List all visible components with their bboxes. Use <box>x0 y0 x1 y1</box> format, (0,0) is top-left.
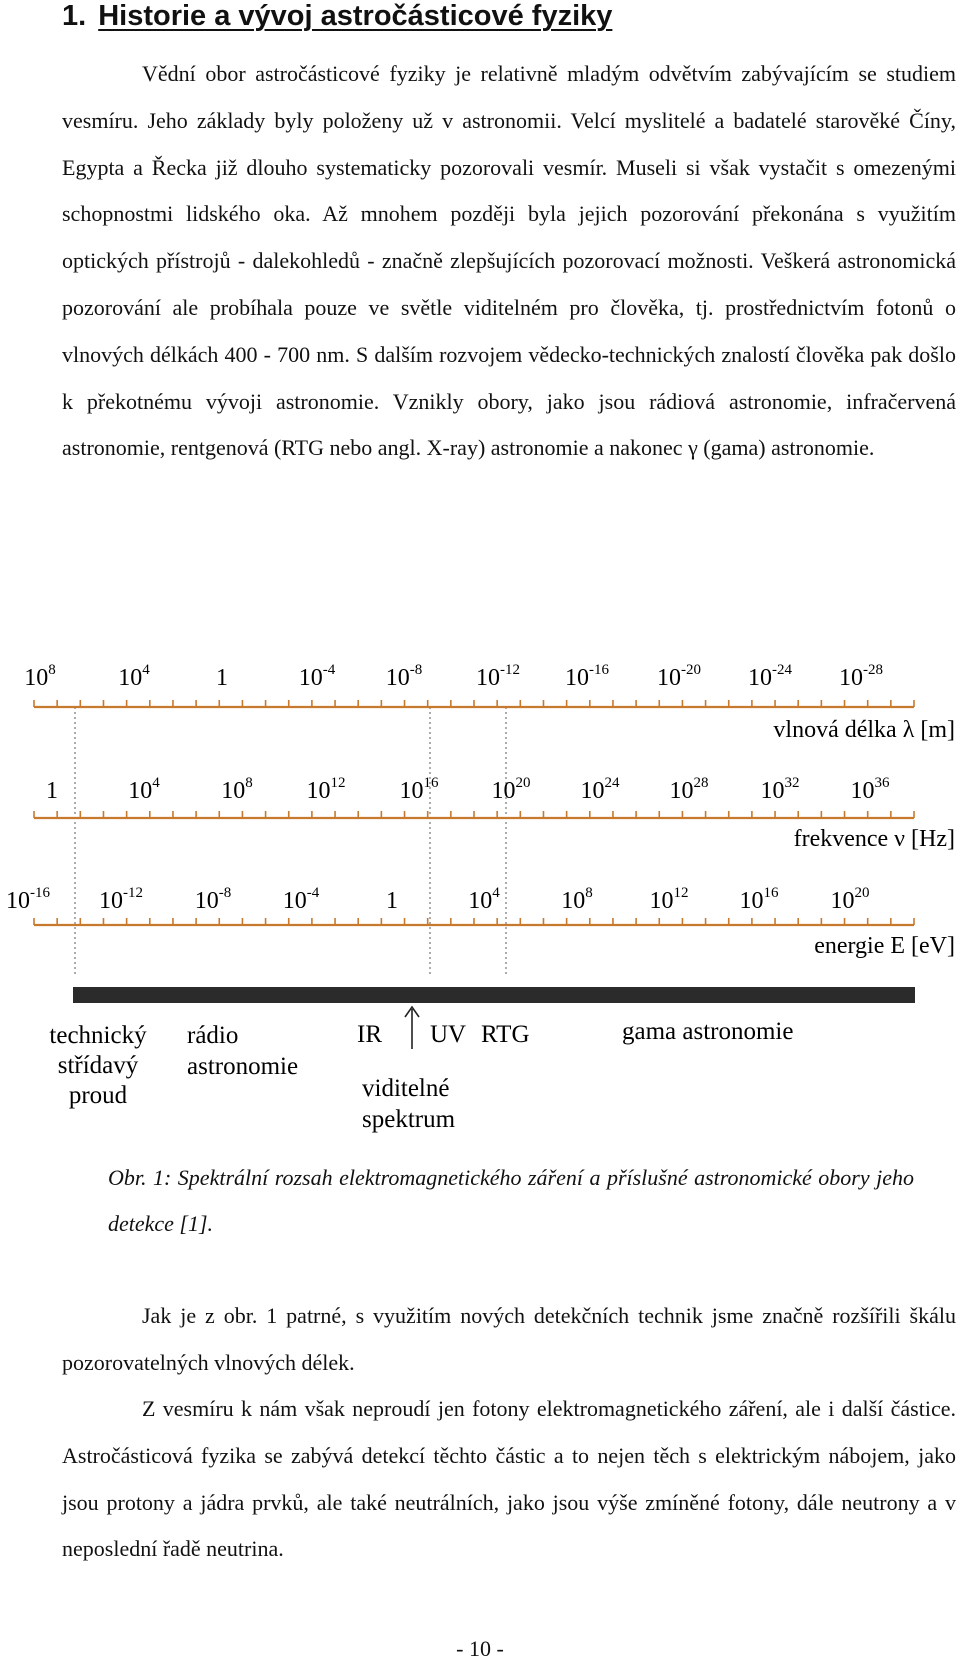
energy-tick-label: $10^{16}$ <box>739 885 779 914</box>
intro-paragraph: Vědní obor astročásticové fyziky je relativně mladým odvětvím zabývajícím se studiem vesmíru. Jeho základy byly položeny už v astronomii. Velcí myslitelé a badatelé starověké Číny, Egypta a Řecka již dlouho systematicky pozorovali vesmír. Museli si však vystačit s omezenými schopnostmi lidského oka. Až mnohem později byla jejich pozorování překonána s využitím optických přístrojů - dalekohledů - značně zlepšujících pozorovací možnosti. Veškerá astronomická pozorování ale probíhala pouze ve světle viditelném pro člověka, tj. prostřednictvím fotonů o vlnových délkách 400 - 700 nm. S dalším rozvojem vědecko-technických znalostí člověka pak došlo k překotnému vývoji astronomie. Vznikly obory, jako jsou rádiová astronomie, infračervená astronomie, rentgenová (RTG nebo angl. X-ray) astronomie a nakonec γ (gama) astronomie. <box>62 61 956 461</box>
frequency-tick-label: 1 <box>46 778 58 804</box>
wavelength-tick-label: $10^4$ <box>118 662 150 691</box>
band-label: střídavý <box>57 1052 139 1079</box>
band-label: IR <box>357 1021 382 1048</box>
energy-axis-title: energie E [eV] <box>814 933 955 959</box>
page-number: - 10 - <box>456 1636 504 1661</box>
energy-tick-label: $10^{12}$ <box>649 885 689 914</box>
band-label: gama astronomie <box>622 1018 794 1045</box>
band-label: UV <box>430 1021 467 1048</box>
frequency-tick-label: $10^{12}$ <box>306 775 346 804</box>
frequency-tick-label: $10^{32}$ <box>760 775 800 804</box>
heading-number: 1. <box>62 0 87 32</box>
energy-tick-label: $10^{-4}$ <box>282 885 320 914</box>
frequency-tick-label: $10^{36}$ <box>850 775 890 804</box>
heading-title: Historie a vývoj astročásticové fyziky <box>98 0 613 32</box>
band-label: rádio <box>187 1022 239 1049</box>
wavelength-axis-title: vlnová délka λ [m] <box>773 717 955 743</box>
energy-tick-label: $10^{-16}$ <box>6 885 50 914</box>
energy-tick-label: $10^{-8}$ <box>194 885 232 914</box>
body-paragraph-2: Jak je z obr. 1 patrné, s využitím nových detekčních technik jsme značně rozšířili škálu pozorovatelných vlnových délek. <box>62 1303 956 1375</box>
band-label: proud <box>68 1082 128 1109</box>
energy-tick-label: 1 <box>386 888 398 914</box>
energy-tick-label: $10^{-12}$ <box>99 885 143 914</box>
frequency-tick-label: $10^{20}$ <box>491 775 531 804</box>
chapter-heading <box>62 0 612 33</box>
wavelength-tick-label: $10^{-8}$ <box>385 662 423 691</box>
body-paragraph-3: Z vesmíru k nám však neproudí jen fotony elektromagnetického záření, ale i další částice. Astročásticová fyzika se zabývá detekcí těchto částic a to nejen těch s elektrickým nábojem, jako jsou protony a jádra prvků, ale také neutrálních, jako jsou výše zmíněné fotony, dále neutrony a v neposlední řadě neutrina. <box>62 1396 956 1562</box>
band-label: spektrum <box>362 1106 456 1133</box>
wavelength-tick-label: 1 <box>216 665 228 691</box>
em-spectrum-figure <box>0 645 960 1133</box>
band-label: astronomie <box>187 1053 299 1080</box>
wavelength-tick-label: $10^{-12}$ <box>476 662 520 691</box>
wavelength-tick-label: $10^{-24}$ <box>748 662 792 691</box>
spectrum-bar <box>73 987 915 1003</box>
frequency-tick-label: $10^{28}$ <box>669 775 709 804</box>
figure-caption: Obr. 1: Spektrální rozsah elektromagnetického záření a příslušné astronomické obory jeho detekce [1]. <box>108 1165 914 1236</box>
energy-tick-label: $10^{20}$ <box>830 885 870 914</box>
energy-tick-label: $10^8$ <box>561 885 593 914</box>
frequency-tick-label: $10^{16}$ <box>399 775 439 804</box>
frequency-tick-label: $10^8$ <box>221 775 253 804</box>
band-label: technický <box>49 1022 147 1049</box>
frequency-tick-label: $10^{24}$ <box>580 775 620 804</box>
wavelength-tick-label: $10^{-20}$ <box>657 662 701 691</box>
wavelength-tick-label: $10^{-16}$ <box>565 662 609 691</box>
wavelength-tick-label: $10^{-4}$ <box>298 662 336 691</box>
wavelength-tick-label: $10^8$ <box>24 662 56 691</box>
band-label: RTG <box>481 1021 530 1048</box>
band-label: viditelné <box>362 1075 450 1102</box>
frequency-tick-label: $10^4$ <box>128 775 160 804</box>
energy-tick-label: $10^4$ <box>468 885 500 914</box>
wavelength-tick-label: $10^{-28}$ <box>839 662 883 691</box>
frequency-axis-title: frekvence ν [Hz] <box>793 826 955 852</box>
